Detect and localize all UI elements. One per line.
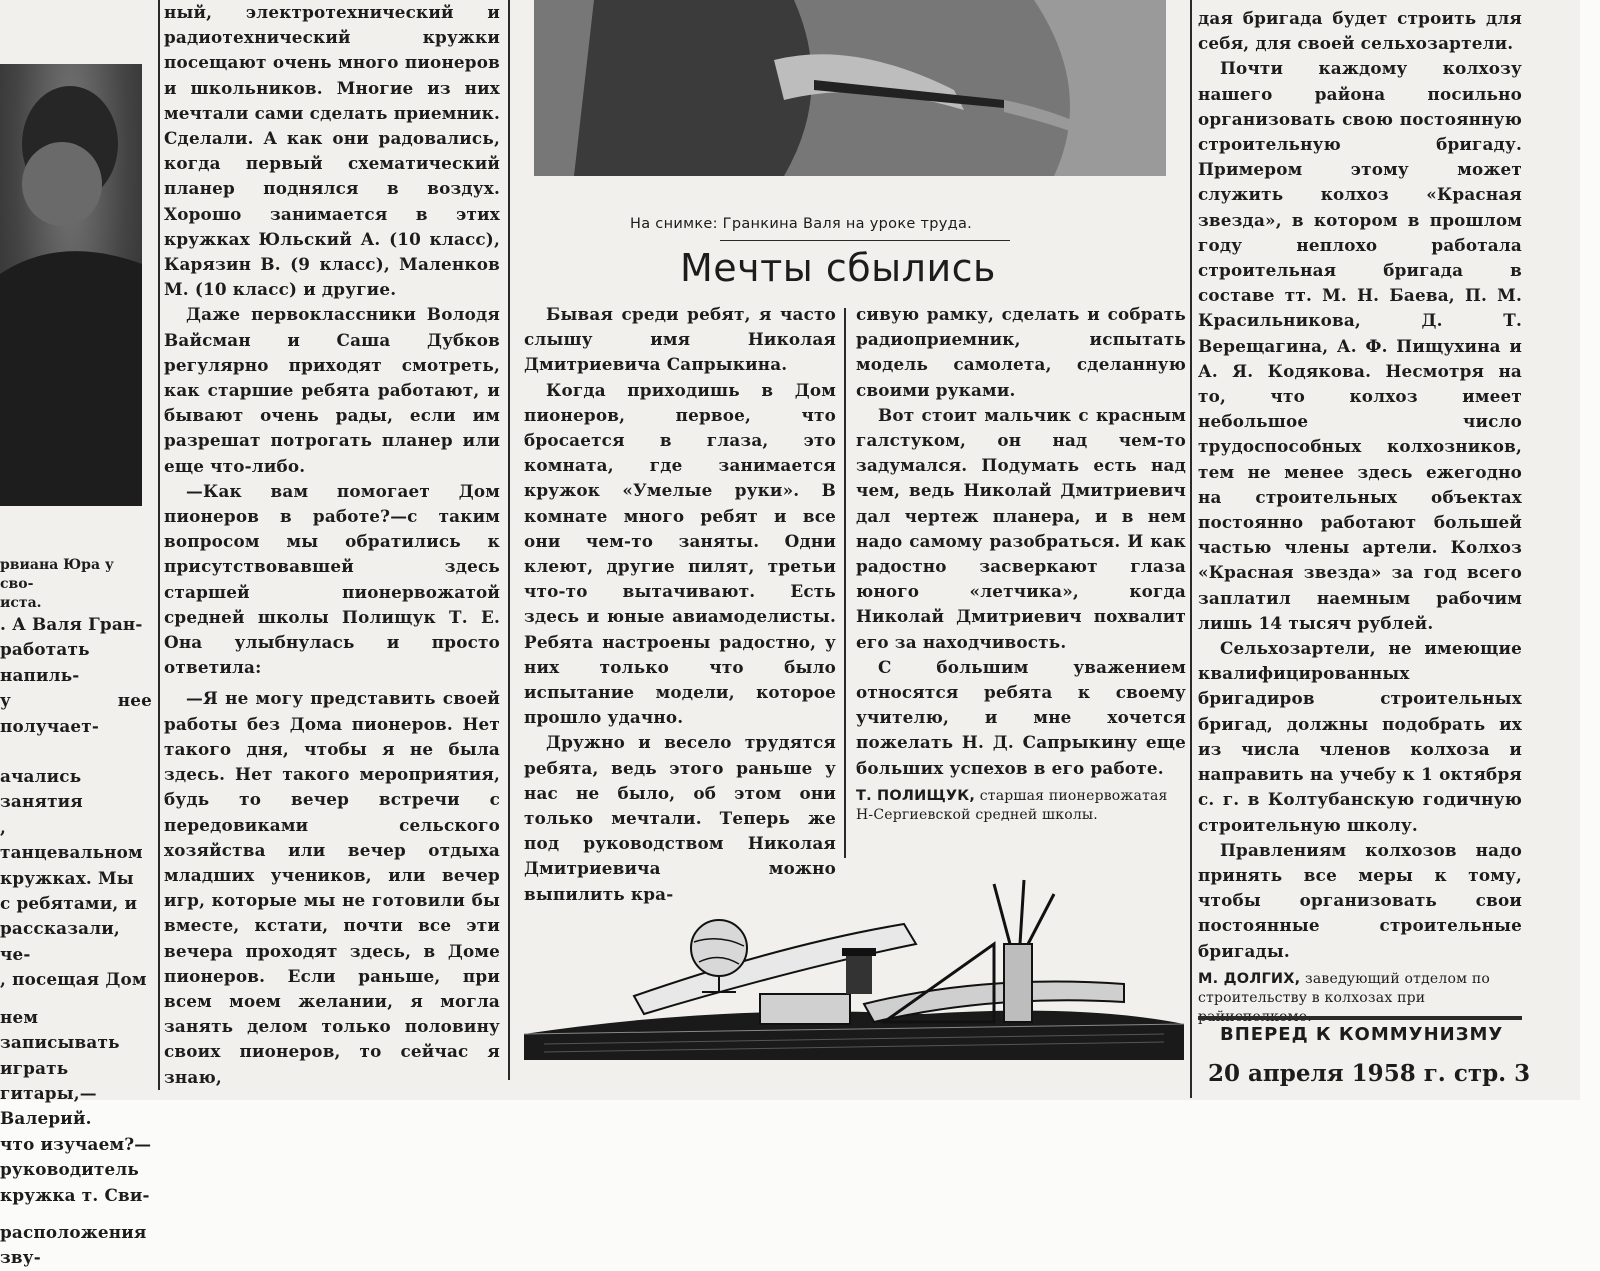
paragraph: дая бригада будет строить для себя, для своей сельхозартели. [1198,8,1522,54]
paragraph: Дружно и весело трудятся ребята, ведь этого раньше у нас не было, об этом они только мечтали. Теперь же под руководством Николая Дмитриевича можно выпилить кра- [524,732,836,904]
paragraph: Правлениям колхозов надо принять все меры к тому, чтобы организовать свои постоянные строительные бригады. [1198,839,1522,961]
caption-fragment: рвиана Юра у сво- [0,557,114,592]
author-signature [856,787,1186,825]
text-fragment: . А Валя Гран- [0,614,143,634]
text-fragment [0,993,152,1005]
text-fragment: , танцевальном [0,816,143,863]
left-photo-caption [0,556,150,613]
text-fragment: кружка т. Сви- [0,1184,150,1205]
paragraph: Бывая среди ребят, я часто слышу имя Николая Дмитриевича Сапрыкина. [524,304,836,375]
paragraph: Почти каждому колхозу нашего района посильно организовать свою постоянную строительную бригаду. Примером этому может служить колхоз «Красная звезда», в котором в прошлом году неплохо работала строительная бригада в составе тт. М. Н. Баева, П. М. Красильникова, Д. Т. Верещагина, А. Ф. Пищухина и А. Я. Кодякова. Несмотря на то, что колхоз имеет небольшое число трудоспособных колхозников, тем не менее здесь ежегодно на строительных объектах постоянно работают большей частью члены артели. Колхоз «Красная звезда» за год всего заплатил наемным рабочим лишь 14 тысяч рублей. [1198,58,1522,633]
paragraph: —Как вам помогает Дом пионеров в работе?—с таким вопросом мы обратились к присутствовавшей здесь старшей пионервожатой средней школы Полищук Т. Е. Она улыбнулась и просто ответила: [164,480,500,678]
article-column-3 [856,302,1186,862]
author-title: старшая пионервожатая Н-Сергиевской средней школы. [856,787,1168,823]
school-supplies-illustration [524,884,1184,1064]
author-name: Т. ПОЛИЩУК, [856,787,976,804]
article-column-1 [164,0,500,1090]
caption-rule [720,240,1010,241]
text-fragment: работать напиль- [0,639,90,685]
author-name: М. ДОЛГИХ, [1198,970,1301,987]
article-column-4 [1198,6,1522,1012]
text-fragment: нем записывать [0,1006,120,1053]
text-fragment: что изучаем?— [0,1133,152,1154]
paragraph: Сельхозартели, не имеющие квалифицированных бригадиров строительных бригад, должны подобрать их из числа членов колхоза и направить на учебу к 1 октября с. г. в Колтубанскую годичную строительную школу. [1198,638,1522,835]
text-fragment: руководитель [0,1159,139,1180]
article-column-2 [524,302,836,904]
paragraph: ный, электротехнический и радиотехнический кружки посещают очень много пионеров и школьников. Многие из них мечтали сами сделать приемник. Сделали. А как они радовались, когда первый схематический планер поднялся в воздух. Хорошо занимается в этих кружках Юльский А. (10 класс), Карязин В. (9 класс), Маленков М. (10 класс) и другие. [164,2,500,300]
text-fragment: рассказали, че- [0,918,120,964]
text-fragment: , посещая Дом [0,969,147,990]
column-rule [508,0,510,1080]
paragraph: сивую рамку, сделать и собрать радиоприемник, испытать модель самолета, сделанную своими руками. [856,304,1186,400]
paragraph: Когда приходишь в Дом пионеров, первое, что бросается в глаза, это комната, где занимается кружок «Умелые руки». В комнате много ребят и все они чем-то заняты. Одни клеют, другие пилят, третьи что-то вытачивают. Есть здесь и юные авиамоделисты. Ребята настроены радостно, у них только что было испытание модели, которое прошло удачно. [524,379,836,728]
text-fragment: играть гитары,— [0,1057,97,1103]
column-rule [1190,0,1192,1098]
author-title: заведующий отделом по строительству в колхозах при [1198,970,1491,1006]
footer-rule [1198,1016,1522,1020]
text-fragment: кружках. Мы [0,867,134,888]
paragraph: —Я не могу представить своей работы без Дома пионеров. Нет такого дня, чтобы я не была здесь. Нет такого мероприятия, будь то вечер встречи с передовиками сельского хозяйства или вечер отдыха младших учеников, или вечер игр, которые мы не готовили бы вместе, кстати, почти все эти вечера проходят здесь, в Доме пионеров. Если раньше, при всем моем желании, я могла занять делом только половину своих пионеров, то сейчас я знаю, [164,688,500,1087]
headline: Мечты сбылись [680,246,996,290]
text-fragment: ачались занятия [0,766,83,812]
caption-fragment: иста. [0,595,42,611]
text-fragment [0,1208,152,1220]
photo-girl-at-lesson [534,0,1166,176]
text-fragment: с ребятами, и [0,893,138,914]
photo-boy [0,64,142,506]
column-rule [158,0,160,1090]
text-fragment: Валерий. [0,1108,92,1129]
paragraph: Вот стоит мальчик с красным галстуком, он над чем-то задумался. Подумать есть над чем, ведь Николай Дмитриевич дал чертеж планера, и в нем надо самому разобраться. И как радостно засверкают глаза юного «летчика», когда Николай Дмитриевич похвалит его за находчивость. [856,404,1186,652]
left-fragment-column [0,612,152,1271]
photo-caption: На снимке: Гранкина Валя на уроке труда. [630,216,973,232]
paragraph: С большим уважением относятся ребята к своему учителю, и мне хочется пожелать Н. Д. Сапрыкину еще больших успехов в его работе. [856,656,1186,778]
paragraph: Даже первоклассники Володя Вайсман и Саша Дубков регулярно приходят смотреть, как старшие ребята работают, и бывают очень рады, если им разрешат потрогать планер или еще что-либо. [164,304,500,476]
text-fragment: у нее получает- [0,690,152,736]
column-rule [844,308,846,858]
issue-date-page: 20 апреля 1958 г. стр. 3 [1208,1060,1531,1087]
text-fragment: расположения зву- [0,1221,147,1268]
text-fragment [0,739,152,764]
newspaper-name: ВПЕРЕД К КОММУНИЗМУ [1220,1024,1504,1045]
